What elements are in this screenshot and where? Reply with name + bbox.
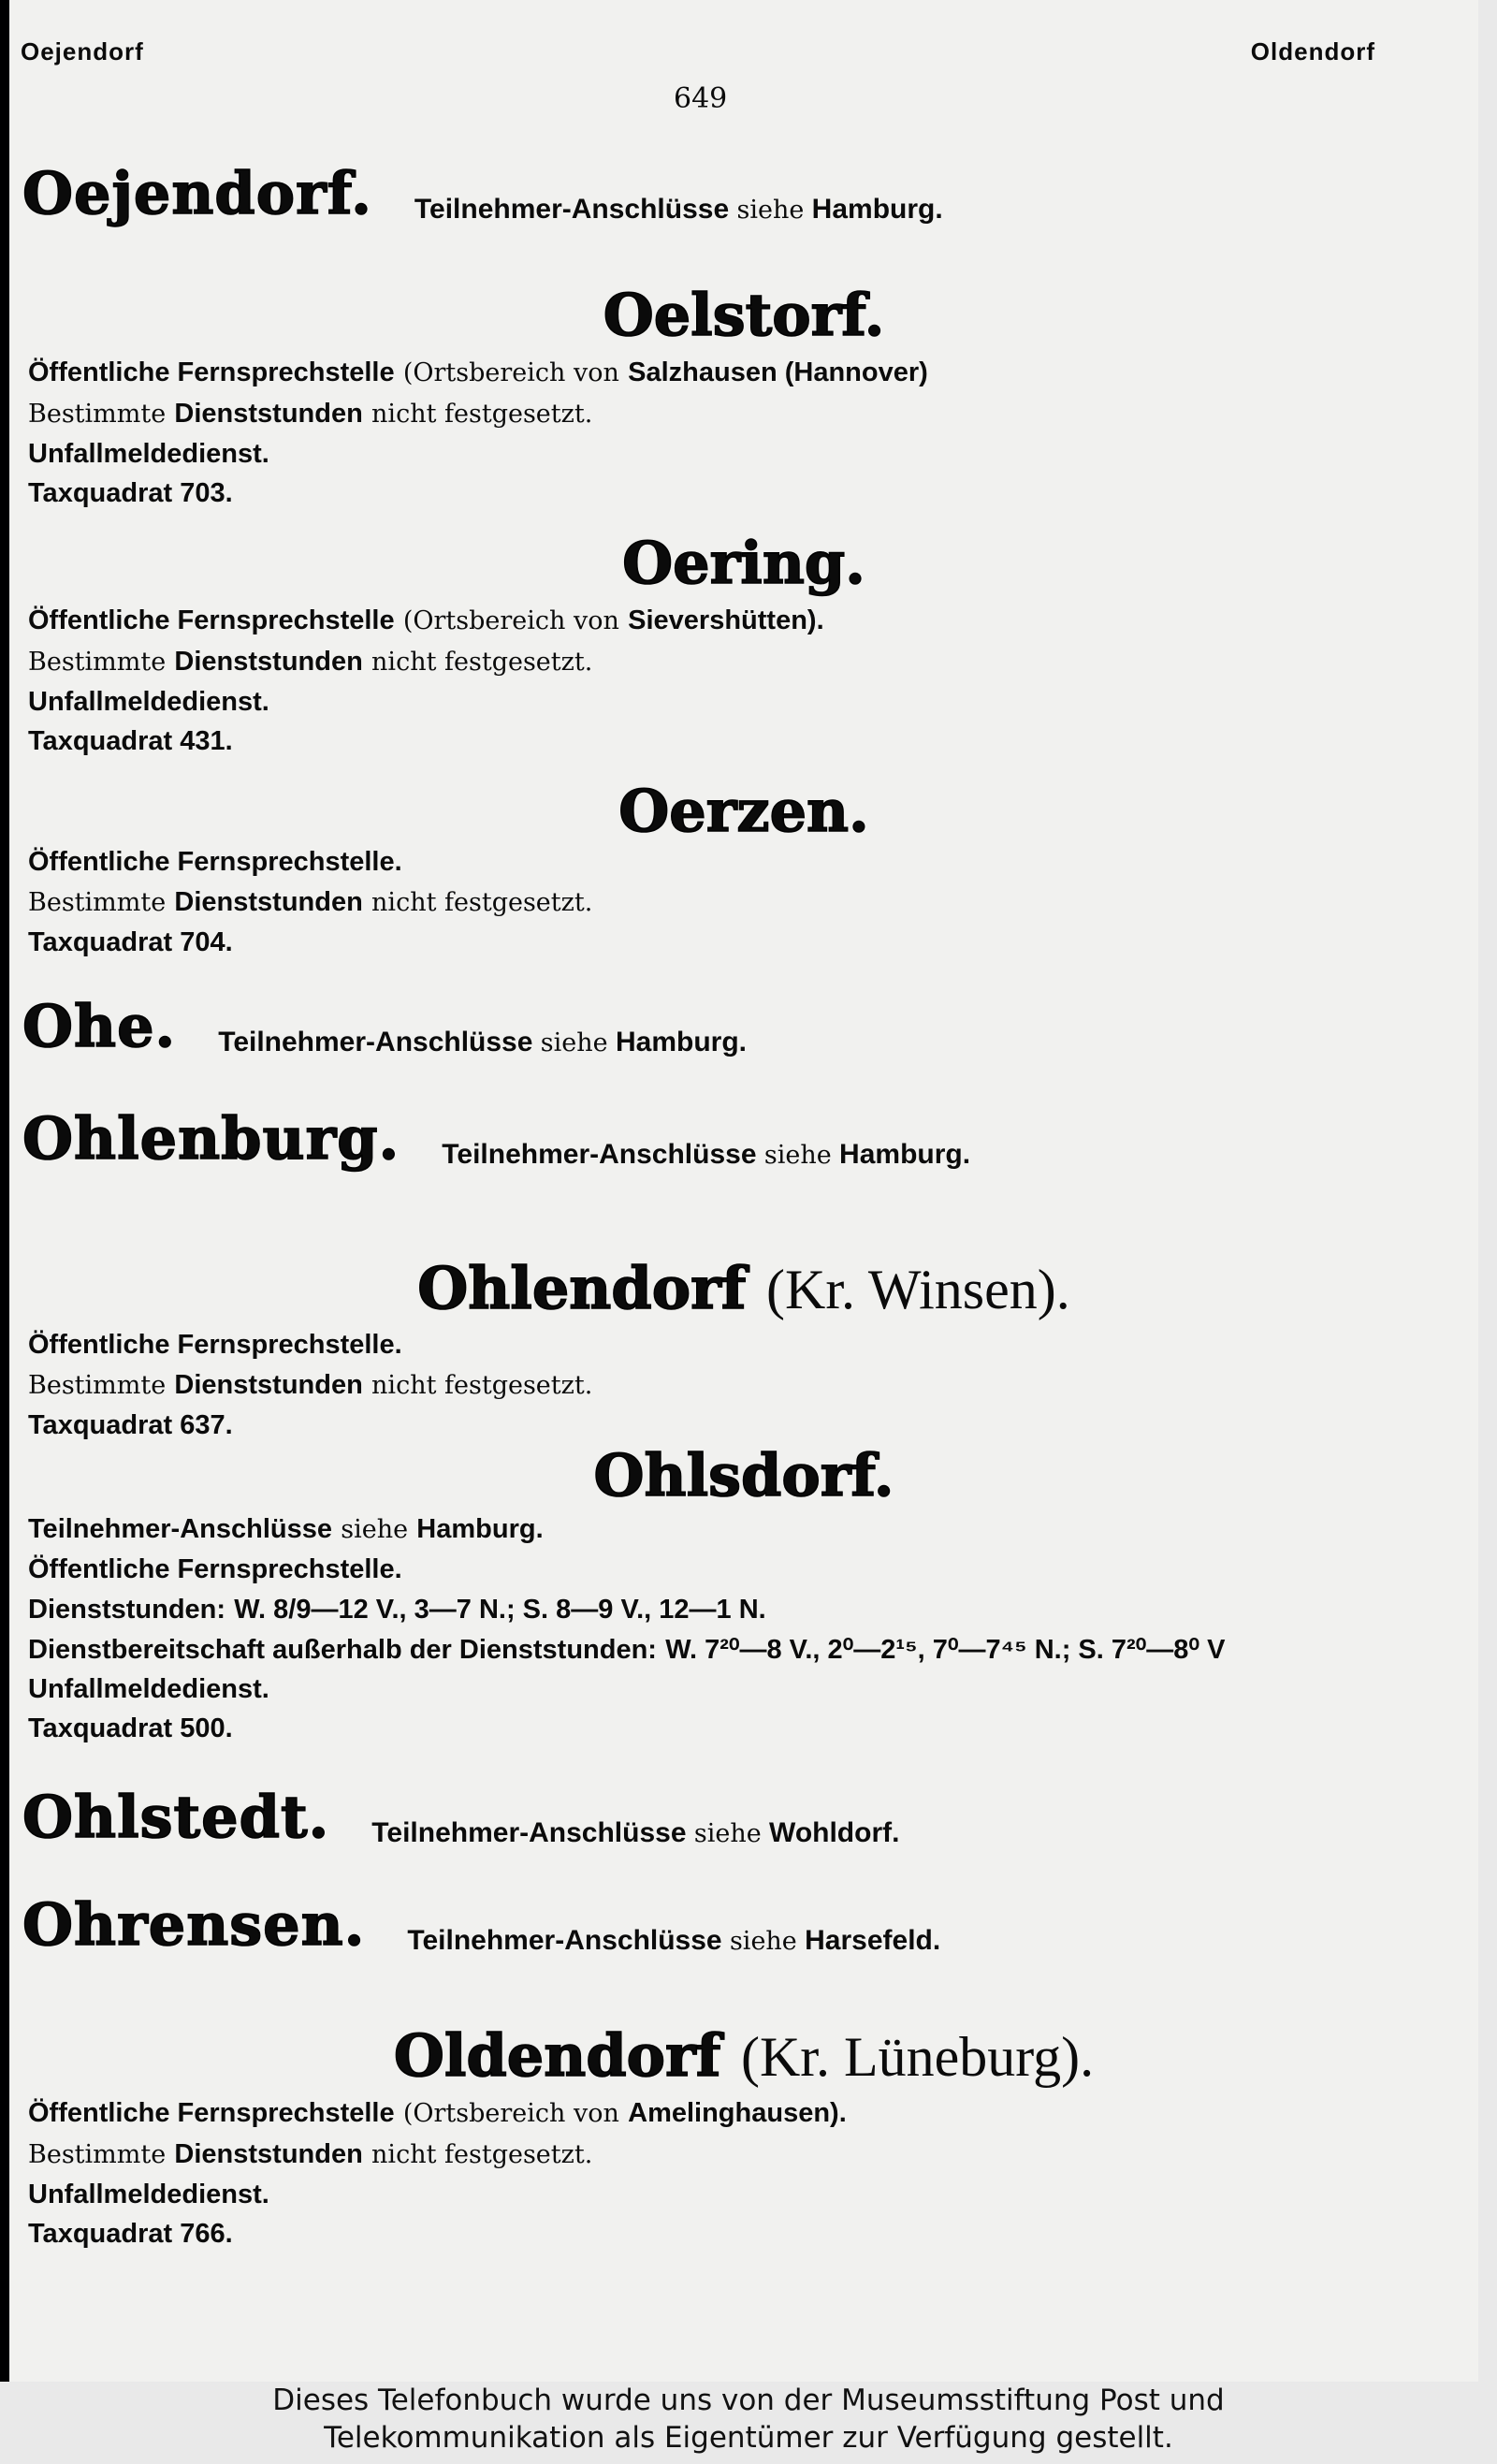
entry-details-oering: Öffentliche Fernsprechstelle (Ortsbereich von Sievershütten). Bestimmte Dienststunden nicht festgesetzt. Unfallmeldedienst. Taxquadrat 431. — [28, 605, 824, 756]
place-name: Ohe. — [22, 992, 177, 1060]
entry-details-ohlsdorf: Teilnehmer-Anschlüsse siehe Hamburg. Öffentliche Fernsprechstelle. Dienststunden: W. 8/9—12 V., 3—7 N.; S. 8—9 V., 12—1 N. Dienstbereitschaft außerhalb der Dienststunden: W. 7²⁰—8 V., 2⁰—2¹⁵, 7⁰—7⁴⁵ N.; S. 7²⁰—8⁰ V Unfallmeldedienst. Taxquadrat 500. — [28, 1514, 1226, 1743]
footer-line-1: Dieses Telefonbuch wurde uns von der Museumsstiftung Post und — [272, 2384, 1225, 2417]
place-heading-oering: Oering. — [622, 529, 865, 597]
entry-ohlstedt — [22, 1783, 899, 1851]
cross-reference: Teilnehmer-Anschlüsse siehe Wohldorf. — [371, 1816, 900, 1848]
place-heading-oelstorf: Oelstorf. — [603, 281, 885, 349]
cross-reference: Teilnehmer-Anschlüsse siehe Harsefeld. — [407, 1924, 941, 1956]
place-heading-oerzen: Oerzen. — [618, 777, 869, 845]
cross-reference: Teilnehmer-Anschlüsse siehe Hamburg. — [218, 1026, 747, 1057]
running-head-left: Oejendorf — [21, 37, 144, 66]
entry-details-oelstorf: Öffentliche Fernsprechstelle (Ortsbereich von Salzhausen (Hannover) Bestimmte Dienststunden nicht festgesetzt. Unfallmeldedienst. Taxquadrat 703. — [28, 357, 928, 508]
page-number: 649 — [674, 82, 728, 115]
cross-reference: Teilnehmer-Anschlüsse siehe Hamburg. — [414, 193, 943, 225]
entry-details-oerzen: Öffentliche Fernsprechstelle. Bestimmte Dienststunden nicht festgesetzt. Taxquadrat 704. — [28, 847, 593, 957]
footer-line-2: Telekommunikation als Eigentümer zur Verfügung gestellt. — [324, 2421, 1173, 2455]
place-heading-oldendorf: Oldendorf (Kr. Lüneburg). — [393, 2021, 1095, 2090]
provenance-footer — [0, 2382, 1497, 2464]
cross-reference: Teilnehmer-Anschlüsse siehe Hamburg. — [442, 1138, 971, 1170]
place-name: Oejendorf. — [22, 159, 372, 227]
place-name: Ohlenburg. — [22, 1104, 400, 1173]
entry-ohlenburg — [22, 1104, 970, 1173]
entry-ohe — [22, 992, 747, 1060]
place-heading-ohlendorf: Ohlendorf (Kr. Winsen). — [417, 1254, 1070, 1322]
entry-ohrensen — [22, 1890, 940, 1959]
place-name: Ohlstedt. — [22, 1783, 330, 1851]
entry-oejendorf — [22, 159, 943, 227]
entry-details-oldendorf: Öffentliche Fernsprechstelle (Ortsbereich von Amelinghausen). Bestimmte Dienststunden nicht festgesetzt. Unfallmeldedienst. Taxquadrat 766. — [28, 2098, 847, 2249]
place-name: Ohrensen. — [22, 1890, 366, 1959]
entry-details-ohlendorf: Öffentliche Fernsprechstelle. Bestimmte Dienststunden nicht festgesetzt. Taxquadrat 637. — [28, 1330, 593, 1440]
place-heading-ohlsdorf: Ohlsdorf. — [593, 1441, 894, 1509]
running-head-right: Oldendorf — [1250, 37, 1375, 66]
